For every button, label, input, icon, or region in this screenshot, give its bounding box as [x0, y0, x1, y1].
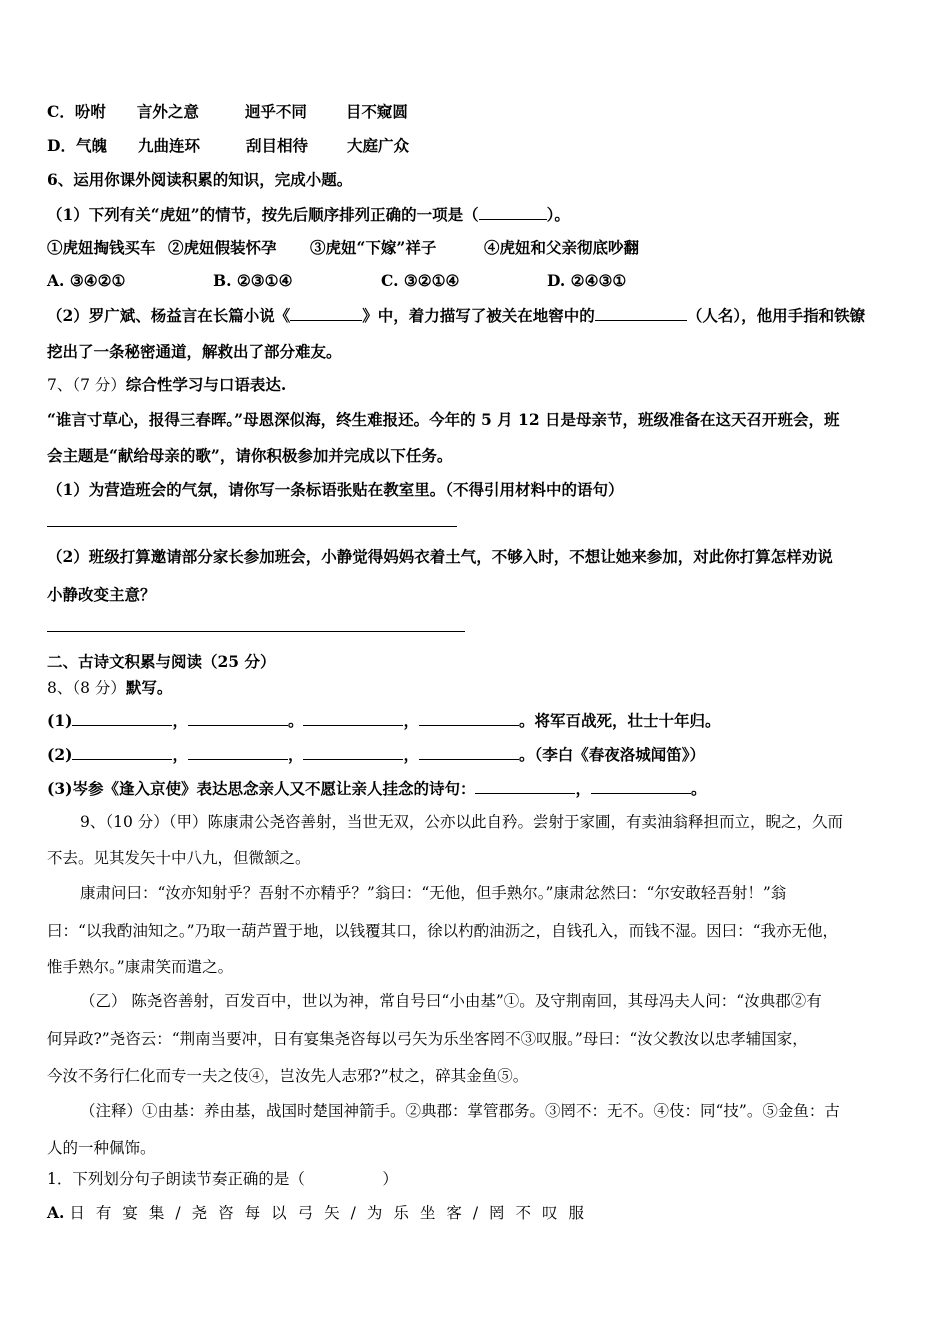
q6-choice-b: B. ②③①④: [213, 271, 293, 290]
q6-sub1: [47, 204, 570, 225]
q8-stem: [47, 678, 172, 698]
q8-line-1-label: (1): [47, 711, 73, 730]
q8-stem-num: 8、（8 分）: [47, 679, 126, 697]
option-d-label: D．: [47, 136, 76, 155]
section-heading: 二、古诗文积累与阅读（25 分）: [47, 652, 276, 671]
q6-sub2: [47, 305, 865, 326]
q7-stem: [47, 375, 286, 395]
q7-sub2-line-1: （2）班级打算邀请部分家长参加班会，小静觉得妈妈衣着土气，不够入时，不想让她来参加，对此你打算怎样劝说: [47, 547, 833, 566]
q6-sub2-blank-novel[interactable]: [290, 305, 362, 321]
q6-event-2: ②虎妞假装怀孕: [168, 238, 277, 257]
q8-l3-blank-1[interactable]: [475, 778, 575, 794]
q6-sub1-tail: ）。: [546, 205, 570, 224]
q6-event-1: ①虎妞掏钱买车: [47, 238, 156, 257]
q6-choice-d: D. ②④③①: [547, 271, 627, 290]
option-d-item-3: 刮目相待: [245, 136, 308, 155]
q6-sub1-blank[interactable]: [479, 204, 547, 220]
q8-line-1-end: 将军百战死，壮士十年归。: [534, 711, 721, 730]
option-c-label: C．: [47, 102, 75, 121]
q7-stem-num: 7、（7 分）: [47, 376, 126, 394]
q9-option-a-text: 日有宴集/尧咨每以弓矢/为乐坐客/罔不叹服: [69, 1204, 596, 1222]
q6-sub2-text-3: （人名），他用手指和铁镣: [686, 306, 866, 325]
option-c-item-2: 言外之意: [136, 102, 199, 121]
q8-line-1: (1) ， 。 ， 。将军百战死，壮士十年归。: [47, 711, 721, 730]
q8-l1-blank-3[interactable]: [303, 710, 403, 726]
q8-l1-blank-4[interactable]: [419, 710, 519, 726]
q8-l2-blank-4[interactable]: [419, 744, 519, 760]
q7-sub1: （1）为营造班会的气氛，请你写一条标语张贴在教室里。（不得引用材料中的语句）: [47, 480, 624, 499]
q8-l1-blank-1[interactable]: [72, 710, 172, 726]
q6-sub2-cont: 挖出了一条秘密通道，解救出了部分难友。: [47, 342, 342, 361]
option-c-item-3: 迥乎不同: [244, 102, 307, 121]
q8-line-3-text: (3)岑参《逢入京使》表达思念亲人又不愿让亲人挂念的诗句：: [47, 779, 476, 798]
q6-sub2-text-2: 》中，着力描写了被关在地窖中的: [362, 306, 595, 325]
q9-notes-2: 人的一种佩饰。: [47, 1139, 156, 1157]
q9-subquestion-1: 1．下列划分句子朗读节奏正确的是（ ）: [47, 1170, 398, 1188]
q6-choices: [47, 271, 626, 291]
q8-l2-blank-3[interactable]: [303, 744, 403, 760]
q8-l3-blank-2[interactable]: [591, 778, 691, 794]
q8-line-2-label: (2): [47, 745, 73, 764]
q9-para-1b: 不去。见其发矢十中八九，但微颔之。: [47, 849, 311, 867]
option-d-item-2: 九曲连环: [137, 136, 200, 155]
q9-para-2c: 惟手熟尔。”康肃笑而遣之。: [47, 958, 234, 976]
q7-sub2-line-2: 小静改变主意？: [47, 585, 156, 604]
option-c-item-4: 目不窥圆: [345, 102, 408, 121]
q9-para-3b: 何异政?”尧咨云：“荆南当要冲，日有宴集尧咨每以弓矢为乐坐客罔不③叹服。”母曰：“汝父教汝以忠孝辅国家，: [47, 1030, 808, 1048]
q7-sub1-answer-line[interactable]: [47, 526, 457, 527]
q7-para-2: 会主题是“献给母亲的歌”，请你积极参加并完成以下任务。: [47, 446, 453, 465]
option-d-item-4: 大庭广众: [346, 136, 409, 155]
q9-notes-1: （注释）①由基：养由基，战国时楚国神箭手。②典郡：掌管郡务。③罔不：无不。④伎：同“技”。⑤金鱼：古: [80, 1102, 840, 1120]
option-d-item-1: 气魄: [75, 136, 107, 155]
q6-event-3: ③虎妞“下嫁”祥子: [310, 238, 437, 257]
q9-para-2a: 康肃问曰：“汝亦知射乎？吾射不亦精乎？”翁曰：“无他，但手熟尔。”康肃忿然曰：“尔安敢轻吾射！”翁: [80, 884, 787, 902]
q6-sub2-text-1: （2）罗广斌、杨益言在长篇小说《: [47, 306, 291, 325]
q8-line-2-end: （李白《春夜洛城闻笛》）: [534, 745, 706, 764]
q8-line-3: (3)岑参《逢入京使》表达思念亲人又不愿让亲人挂念的诗句： ， 。: [47, 779, 707, 798]
q6-events: [47, 238, 639, 258]
q9-para-1a: 9、（10 分）（甲）陈康肃公尧咨善射，当世无双，公亦以此自矜。尝射于家圃，有卖油翁释担而立，睨之，久而: [80, 813, 844, 831]
q9-para-3a: （乙） 陈尧咨善射，百发百中，世以为神，常自号曰“小由基”①。及守荆南回，其母冯夫人问：“汝典郡②有: [80, 992, 822, 1010]
q7-para-1: “谁言寸草心，报得三春晖。”母恩深似海，终生难报还。今年的 5 月 12 日是母亲节，班级准备在这天召开班会，班: [47, 410, 840, 429]
q8-l2-blank-2[interactable]: [188, 744, 288, 760]
q8-l1-blank-2[interactable]: [188, 710, 288, 726]
q6-sub2-blank-name[interactable]: [595, 305, 687, 321]
q8-l2-blank-1[interactable]: [72, 744, 172, 760]
option-d: [47, 136, 409, 156]
option-c-item-1: 吩咐: [74, 102, 106, 121]
option-c: [47, 102, 408, 122]
q9-option-a: [47, 1203, 595, 1223]
q7-sub2-answer-line[interactable]: [47, 631, 465, 632]
q6-event-4: ④虎妞和父亲彻底吵翻: [484, 238, 640, 257]
q6-sub1-text: （1）下列有关“虎妞”的情节，按先后顺序排列正确的一项是（: [47, 205, 479, 224]
q7-stem-text: 综合性学习与口语表达.: [125, 375, 287, 394]
q8-line-2: (2) ， ， ， 。（李白《春夜洛城闻笛》）: [47, 745, 706, 764]
q8-stem-text: 默写。: [125, 678, 173, 697]
q6-choice-a: A. ③④②①: [47, 271, 126, 290]
q9-para-2b: 曰：“以我酌油知之。”乃取一葫芦置于地，以钱覆其口，徐以杓酌油沥之，自钱孔入，而钱不湿。因曰：“我亦无他，: [47, 922, 839, 940]
q6-choice-c: C. ③②①④: [381, 271, 460, 290]
q6-stem: 6、运用你课外阅读积累的知识，完成小题。: [47, 170, 353, 189]
q9-para-3c: 今汝不务行仁化而专一夫之伎④，岂汝先人志邪?”杖之，碎其金鱼⑤。: [47, 1067, 529, 1085]
q9-option-a-label: A.: [47, 1203, 65, 1222]
